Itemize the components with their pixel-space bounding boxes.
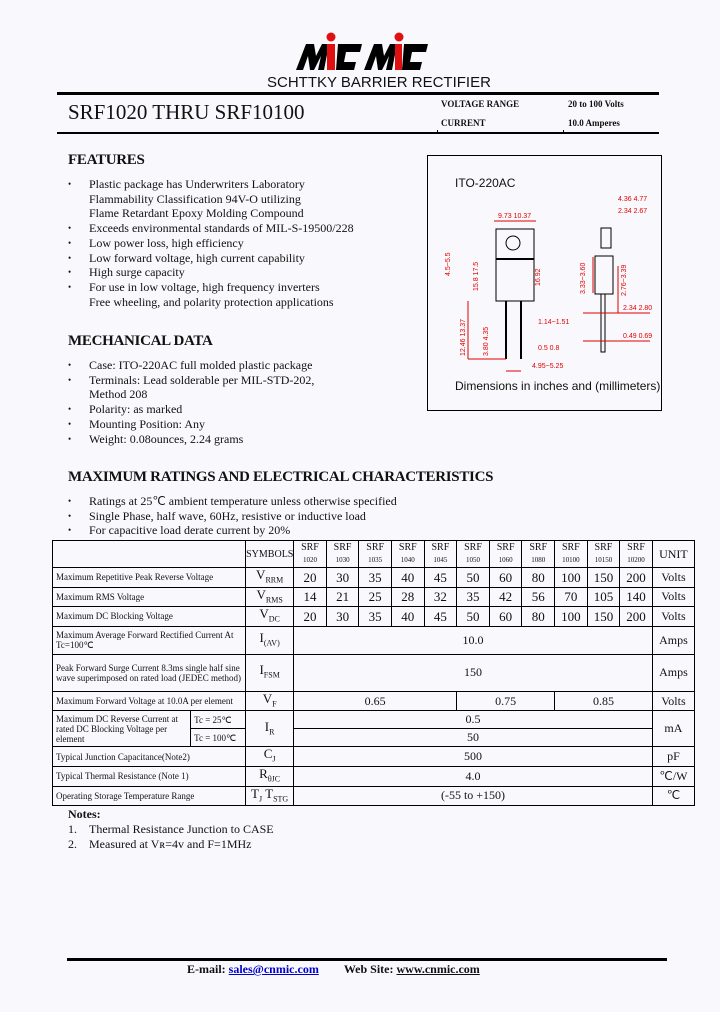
value-cell: 60	[489, 607, 522, 627]
value-cell: 20	[294, 568, 327, 588]
unit-cell: Amps	[652, 626, 694, 654]
value-cell: 50	[457, 568, 490, 588]
value-cell: 30	[326, 568, 359, 588]
ratings-table	[52, 540, 695, 806]
note-number: 1.	[68, 822, 77, 837]
package-diagram-box	[427, 155, 662, 411]
page-title: SRF1020 THRU SRF10100	[68, 100, 305, 124]
list-item: • For capacitive load derate current by 20%	[68, 523, 397, 538]
value-cell: 100	[555, 568, 588, 588]
value-cell: 35	[359, 568, 392, 588]
product-subtitle: SCHTTKY BARRIER RECTIFIER	[267, 74, 491, 91]
table-row	[53, 711, 695, 729]
website-link[interactable]: www.cnmic.com	[396, 962, 480, 976]
row-symbol: $I_{(AV)}$	[246, 626, 294, 654]
value-cell: 28	[391, 587, 424, 607]
table-row	[53, 568, 695, 588]
part-number-header: SRF 1035	[359, 541, 392, 568]
dimension-label: 0.5 0.8	[538, 345, 560, 352]
value-cell: 45	[424, 568, 457, 588]
package-name: ITO-220AC	[455, 176, 516, 190]
mechanical-heading: MECHANICAL DATA	[68, 333, 213, 349]
dimension-label: 4.5~5.5	[445, 252, 452, 276]
symbols-header: SYMBOLS	[246, 541, 294, 568]
value-cell: 50	[457, 607, 490, 627]
diagram-caption: Dimensions in inches and (millimeters)	[455, 379, 661, 393]
list-item: • Low forward voltage, high current capability	[68, 251, 354, 266]
email-label: E-mail:	[187, 962, 226, 976]
table-row	[53, 766, 695, 786]
list-item: • Polarity: as marked	[68, 402, 314, 417]
value-cell: 70	[555, 587, 588, 607]
dimension-label: 3.33~3.60	[580, 262, 587, 294]
part-number-header: SRF 1040	[391, 541, 424, 568]
ratings-list	[68, 494, 397, 538]
list-item: • Plastic package has Underwriters Laboratory	[68, 177, 354, 192]
row-symbol: $R_{\theta JC}$	[246, 766, 294, 786]
divider	[437, 130, 438, 134]
value-cell: 14	[294, 587, 327, 607]
row-description: Operating Storage Temperature Range	[53, 786, 246, 806]
value-cell: 80	[522, 568, 555, 588]
value-cell: 30	[326, 607, 359, 627]
unit-cell: Volts	[652, 568, 694, 588]
part-number-header: SRF 1030	[326, 541, 359, 568]
value-cell: 56	[522, 587, 555, 607]
table-row	[53, 654, 695, 691]
value-cell: 35	[457, 587, 490, 607]
part-number-header: SRF 1080	[522, 541, 555, 568]
part-number-header: SRF 10100	[555, 541, 588, 568]
mechanical-list	[68, 358, 314, 446]
row-description: Maximum Forward Voltage at 10.0A per element	[53, 691, 246, 711]
dimension-label: 9.73 10.37	[498, 213, 532, 220]
part-number-header: SRF 10150	[587, 541, 620, 568]
value-cell: 150	[294, 654, 653, 691]
part-number-header: SRF 1050	[457, 541, 490, 568]
dimension-label: 15.8 17.5	[473, 261, 480, 291]
condition-cell: Tc = 25℃	[191, 711, 246, 729]
value-cell: 0.75	[457, 691, 555, 711]
divider	[563, 130, 564, 134]
value-cell: 100	[555, 607, 588, 627]
dimension-label: 2.34 2.67	[618, 208, 648, 215]
row-description: Maximum DC Reverse Current at rated DC Blocking Voltage per element	[53, 711, 191, 747]
row-symbol: $V_{DC}$	[246, 607, 294, 627]
value-cell: 20	[294, 607, 327, 627]
row-symbol: $I_{FSM}$	[246, 654, 294, 691]
dimension-label: 1.14~1.51	[538, 319, 570, 326]
row-symbol: $C_J$	[246, 747, 294, 767]
notes-heading: Notes:	[68, 807, 101, 822]
value-cell: 21	[326, 587, 359, 607]
unit-cell: Amps	[652, 654, 694, 691]
dimension-label: 2.76~3.39	[621, 264, 628, 296]
dimension-label: 16.92	[535, 268, 542, 286]
value-cell: 60	[489, 568, 522, 588]
value-cell: 35	[359, 607, 392, 627]
note-item	[68, 822, 695, 837]
note-text: Measured at Vʀ=4v and F=1MHz	[89, 837, 252, 852]
value-cell: 500	[294, 747, 653, 767]
row-description: Maximum Repetitive Peak Reverse Voltage	[53, 568, 246, 588]
row-symbol: $T_J$ $T_{STG}$	[246, 786, 294, 806]
table-row	[53, 587, 695, 607]
note-text: Thermal Resistance Junction to CASE	[89, 822, 274, 837]
unit-cell: Volts	[652, 587, 694, 607]
value-cell: 45	[424, 607, 457, 627]
list-item: Free wheeling, and polarity protection applications	[89, 294, 334, 309]
value-cell: (-55 to +150)	[294, 786, 653, 806]
row-description: Typical Junction Capacitance(Note2)	[53, 747, 246, 767]
value-cell: 4.0	[294, 766, 653, 786]
list-item: • For use in low voltage, high frequency inverters	[68, 280, 354, 295]
value-cell: 150	[587, 607, 620, 627]
value-cell: 40	[391, 607, 424, 627]
footer-contact	[187, 962, 480, 977]
list-item: Flame Retardant Epoxy Molding Compound	[89, 206, 304, 221]
list-item: • Weight: 0.08ounces, 2.24 grams	[68, 432, 314, 447]
list-item: • Mounting Position: Any	[68, 417, 314, 432]
list-item: • Ratings at 25℃ ambient temperature unless otherwise specified	[68, 494, 397, 509]
value-cell: 200	[620, 568, 653, 588]
value-cell: 140	[620, 587, 653, 607]
list-item: • High surge capacity	[68, 265, 354, 280]
unit-header: UNIT	[652, 541, 694, 568]
row-symbol: $V_{RRM}$	[246, 568, 294, 588]
part-number-header: SRF 1060	[489, 541, 522, 568]
divider	[57, 132, 659, 134]
value-cell: 150	[587, 568, 620, 588]
note-number: 2.	[68, 837, 77, 852]
website-label: Web Site:	[343, 962, 394, 976]
dimension-label: 12.46 13.37	[460, 319, 467, 356]
part-number-header: SRF 10200	[620, 541, 653, 568]
value-cell: 32	[424, 587, 457, 607]
row-description: Peak Forward Surge Current 8.3ms single half sine wave superimposed on rated load (JEDEC method)	[53, 654, 246, 691]
list-item: • Low power loss, high efficiency	[68, 236, 354, 251]
ratings-heading: MAXIMUM RATINGS AND ELECTRICAL CHARACTERISTICS	[68, 469, 494, 485]
value-cell: 10.0	[294, 626, 653, 654]
divider	[57, 92, 659, 95]
part-number-header: SRF 1020	[294, 541, 327, 568]
dimension-label: 2.34 2.80	[623, 305, 653, 312]
list-item: Flammability Classification 94V-O utilizing	[89, 191, 301, 206]
list-item: • Single Phase, half wave, 60Hz, resistive or inductive load	[68, 509, 397, 524]
email-link[interactable]: sales@cnmic.com	[228, 962, 319, 976]
note-item	[68, 837, 695, 852]
row-symbol: $V_F$	[246, 691, 294, 711]
dimension-label: 4.95~5.25	[532, 363, 564, 370]
unit-cell: Volts	[652, 691, 694, 711]
features-list	[68, 177, 354, 309]
condition-cell: Tc = 100℃	[191, 729, 246, 747]
value-cell: 200	[620, 607, 653, 627]
value-cell: 80	[522, 607, 555, 627]
row-symbol: $I_R$	[246, 711, 294, 747]
table-row	[53, 786, 695, 806]
value-cell: 40	[391, 568, 424, 588]
value-cell: 25	[359, 587, 392, 607]
value-cell: 0.5	[294, 711, 653, 729]
ratings-table-block	[52, 540, 695, 852]
footer-divider	[67, 958, 667, 961]
table-row	[53, 691, 695, 711]
table-row	[53, 607, 695, 627]
package-outline-drawing	[428, 156, 661, 410]
voltage-range-value: 20 to 100 Volts	[568, 99, 624, 109]
list-item: • Case: ITO-220AC full molded plastic package	[68, 358, 314, 373]
table-header-row	[53, 541, 695, 568]
unit-cell: pF	[652, 747, 694, 767]
row-symbol: $V_{RMS}$	[246, 587, 294, 607]
list-item: • Exceeds environmental standards of MIL-S-19500/228	[68, 221, 354, 236]
row-description: Typical Thermal Resistance (Note 1)	[53, 766, 246, 786]
current-label: CURRENT	[441, 118, 486, 128]
table-row	[53, 626, 695, 654]
voltage-range-label: VOLTAGE RANGE	[441, 99, 520, 109]
list-item: Method 208	[89, 387, 148, 402]
unit-cell: Volts	[652, 607, 694, 627]
dimension-label: 0.49 0.69	[623, 333, 653, 340]
value-cell: 0.65	[294, 691, 457, 711]
value-cell: 0.85	[555, 691, 653, 711]
dimension-label: 3.80 4.35	[483, 326, 490, 356]
value-cell: 50	[294, 729, 653, 747]
part-number-header: SRF 1045	[424, 541, 457, 568]
unit-cell: ℃	[652, 786, 694, 806]
dimension-label: 4.36 4.77	[618, 196, 648, 203]
current-value: 10.0 Amperes	[568, 118, 620, 128]
company-logo	[296, 32, 446, 74]
list-item: • Terminals: Lead solderable per MIL-STD-202,	[68, 373, 314, 388]
value-cell: 42	[489, 587, 522, 607]
row-description: Maximum RMS Voltage	[53, 587, 246, 607]
notes-section	[68, 807, 695, 852]
unit-cell: mA	[652, 711, 694, 747]
table-row	[53, 747, 695, 767]
row-description: Maximum Average Forward Rectified Current At Tc=100℃	[53, 626, 246, 654]
unit-cell: ℃/W	[652, 766, 694, 786]
features-heading: FEATURES	[68, 152, 145, 168]
value-cell: 105	[587, 587, 620, 607]
row-description: Maximum DC Blocking Voltage	[53, 607, 246, 627]
